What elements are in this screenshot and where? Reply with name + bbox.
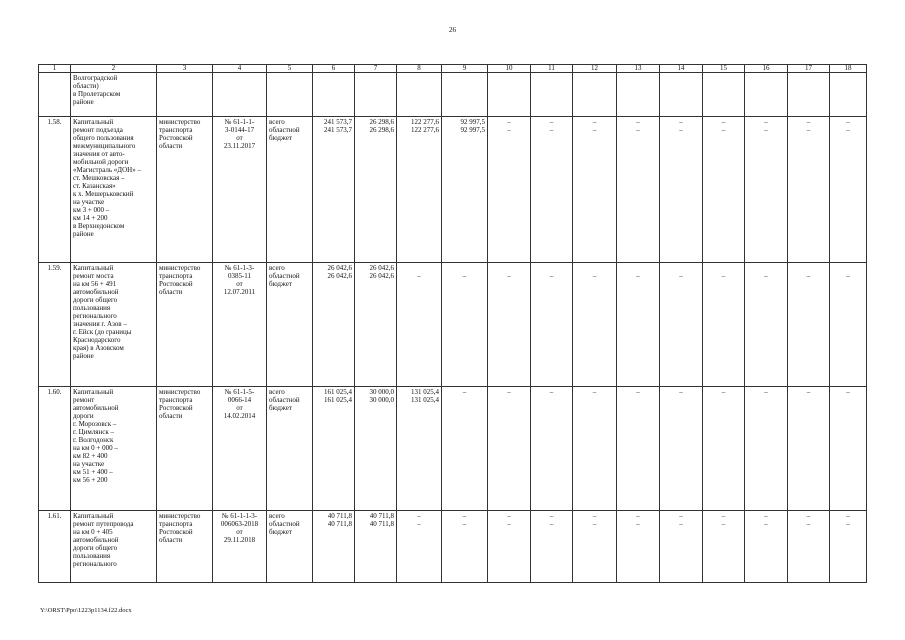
funding-source: всего областной бюджет xyxy=(267,117,313,263)
cell-value: – xyxy=(830,263,867,387)
cell-value: – – xyxy=(660,117,703,263)
cell-value: – – xyxy=(573,511,617,583)
cell-value: – xyxy=(660,387,703,511)
document-ref: № 61-1-1- 3-0144-17 от 23.11.2017 xyxy=(213,117,267,263)
program-table xyxy=(38,64,867,583)
customer: министерство транспорта Ростовской области xyxy=(157,511,213,583)
cell-value: – xyxy=(617,263,660,387)
col-header: 13 xyxy=(617,65,660,73)
col-header: 15 xyxy=(703,65,745,73)
table-row xyxy=(39,117,867,263)
cell-value: – – xyxy=(531,511,573,583)
cell-value: – – xyxy=(573,117,617,263)
row-number: 1.58. xyxy=(39,117,71,263)
cell-value: – xyxy=(660,263,703,387)
object-name: Капитальный ремонт моста на км 56 + 491 автомобильной дороги общего пользования регионального значения г. Азов – г. Ейск (до границы Краснодарского края) в Азовском районе xyxy=(71,263,157,387)
cell-value: – – xyxy=(788,117,830,263)
col-header: 18 xyxy=(830,65,867,73)
cell-value: – xyxy=(573,263,617,387)
cell-value: – – xyxy=(830,511,867,583)
document-ref: № 61-1-1-3- 006063-2018 от 29.11.2018 xyxy=(213,511,267,583)
cell-value: – – xyxy=(531,117,573,263)
cell-value: 30 000,0 30 000,0 xyxy=(355,387,397,511)
col-header: 10 xyxy=(488,65,531,73)
document-ref: № 61-1-3- 0385-11 от 12.07.2011 xyxy=(213,263,267,387)
cell-value: – – xyxy=(488,511,531,583)
cell-value: – – xyxy=(617,117,660,263)
object-name: Волгоградской области) в Пролетарском районе xyxy=(71,73,157,117)
cell-value: 40 711,8 40 711,8 xyxy=(313,511,355,583)
header-row xyxy=(39,65,867,73)
col-header: 14 xyxy=(660,65,703,73)
cell-value: 241 573,7 241 573,7 xyxy=(313,117,355,263)
col-header: 5 xyxy=(267,65,313,73)
col-header: 17 xyxy=(788,65,830,73)
col-header: 2 xyxy=(71,65,157,73)
object-name: Капитальный ремонт автомобильной дороги г. Морозовск – г. Цимлянск – г. Волгодонск на км 0 + 000 – км 82 + 400 на участке км 51 + 400 – км 56 + 200 xyxy=(71,387,157,511)
col-header: 3 xyxy=(157,65,213,73)
col-header: 11 xyxy=(531,65,573,73)
file-path-footer: Y:\ORST\Ppo\1223p1134.f22.docx xyxy=(40,607,132,614)
col-header: 8 xyxy=(397,65,442,73)
col-header: 12 xyxy=(573,65,617,73)
object-name: Капитальный ремонт подъезда общего пользования межмуниципального значения от авто- мобильной дороги «Магистраль «ДОН» – ст. Мешковская – ст. Казанская» к х. Мешерьковский на участке км 3 + 000 – км 14 + 200 в Верхнедонском районе xyxy=(71,117,157,263)
funding-source: всего областной бюджет xyxy=(267,387,313,511)
cell-value: – xyxy=(442,263,488,387)
col-header: 7 xyxy=(355,65,397,73)
cell-value: – xyxy=(745,387,788,511)
row-number: 1.59. xyxy=(39,263,71,387)
cell-value: 40 711,8 40 711,8 xyxy=(355,511,397,583)
cell-value: – – xyxy=(617,511,660,583)
cell-value: – xyxy=(531,387,573,511)
page-number: 26 xyxy=(449,26,456,34)
cell-value: – xyxy=(830,387,867,511)
cell-value: 26 042,6 26 042,6 xyxy=(313,263,355,387)
funding-source: всего областной бюджет xyxy=(267,511,313,583)
document-ref: № 61-1-5- 0066-14 от 14.02.2014 xyxy=(213,387,267,511)
cell-value: – xyxy=(617,387,660,511)
row-number: 1.61. xyxy=(39,511,71,583)
cell-value: 26 042,6 26 042,6 xyxy=(355,263,397,387)
col-header: 6 xyxy=(313,65,355,73)
cell-value: – – xyxy=(660,511,703,583)
cell-value: 131 025,4 131 025,4 xyxy=(397,387,442,511)
cell-value: – xyxy=(703,263,745,387)
cell-value: – – xyxy=(488,117,531,263)
table-row xyxy=(39,387,867,511)
cell-value: – xyxy=(442,387,488,511)
cell-value: – xyxy=(397,263,442,387)
cell-value: 92 997,5 92 997,5 xyxy=(442,117,488,263)
cell-value: – xyxy=(573,387,617,511)
funding-source: всего областной бюджет xyxy=(267,263,313,387)
cell-value: – xyxy=(788,263,830,387)
cell-value: – – xyxy=(830,117,867,263)
cell-value: – – xyxy=(745,117,788,263)
cell-value: – xyxy=(531,263,573,387)
cell-value: – – xyxy=(397,511,442,583)
cell-value: – xyxy=(488,387,531,511)
cell-value: – xyxy=(488,263,531,387)
customer: министерство транспорта Ростовской области xyxy=(157,117,213,263)
col-header: 4 xyxy=(213,65,267,73)
cell-value: 122 277,6 122 277,6 xyxy=(397,117,442,263)
cell-value: – – xyxy=(745,511,788,583)
table-row xyxy=(39,511,867,583)
cell-value: 161 025,4 161 025,4 xyxy=(313,387,355,511)
cell-value: 26 298,6 26 298,6 xyxy=(355,117,397,263)
customer: министерство транспорта Ростовской области xyxy=(157,387,213,511)
cell-value: – xyxy=(788,387,830,511)
cell-value: – – xyxy=(788,511,830,583)
cell-value: – – xyxy=(703,117,745,263)
object-name: Капитальный ремонт путепровода на км 0 + 405 автомобильной дороги общего пользования регионального xyxy=(71,511,157,583)
cell-value: – – xyxy=(442,511,488,583)
cell-value: – – xyxy=(703,511,745,583)
col-header: 1 xyxy=(39,65,71,73)
col-header: 9 xyxy=(442,65,488,73)
table-row-carry-over xyxy=(39,73,867,117)
cell-value: – xyxy=(703,387,745,511)
table-row xyxy=(39,263,867,387)
row-number: 1.60. xyxy=(39,387,71,511)
customer: министерство транспорта Ростовской области xyxy=(157,263,213,387)
cell-value: – xyxy=(745,263,788,387)
col-header: 16 xyxy=(745,65,788,73)
